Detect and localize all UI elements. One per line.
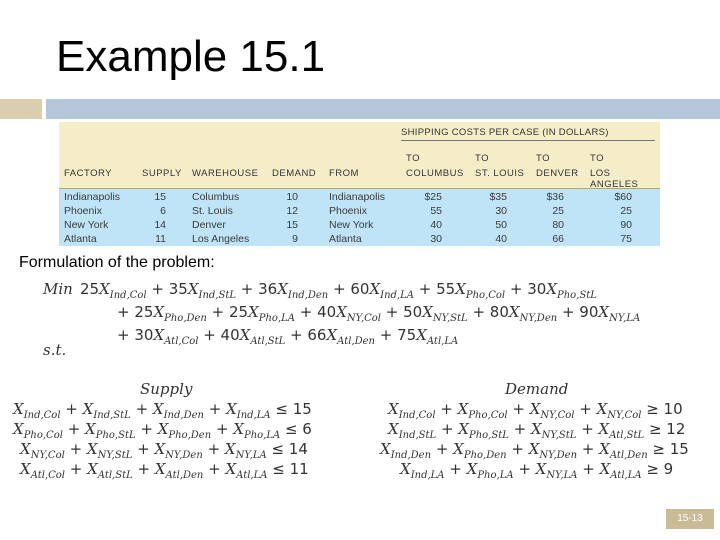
col-header-to-stlouis: ST. LOUIS: [475, 168, 525, 179]
supply-constraint-4: $X_{Atl,Col} + X_{Atl,StL} + X_{Atl,Den} + X_{Atl,LA} \le 11$: [20, 460, 309, 481]
table-cell: 11: [155, 233, 166, 245]
shipping-costs-header: SHIPPING COSTS PER CASE (IN DOLLARS): [401, 127, 609, 138]
col-header-factory: FACTORY: [64, 168, 113, 179]
table-cell: 30: [430, 233, 442, 245]
col-header-to-la: LOS ANGELES: [590, 168, 639, 190]
col-header-to-denver-top: TO: [536, 153, 551, 164]
col-header-supply: SUPPLY: [142, 168, 182, 179]
table-cell: 14: [154, 219, 166, 231]
col-header-to-columbus: COLUMBUS: [406, 168, 464, 179]
table-cell: Atlanta: [329, 233, 362, 245]
col-header-from: FROM: [329, 168, 359, 179]
table-cell: 30: [495, 205, 507, 217]
table-cell: 40: [430, 219, 442, 231]
col-header-warehouse: WAREHOUSE: [192, 168, 259, 179]
supply-constraint-3: $X_{NY,Col} + X_{NY,StL} + X_{NY,Den} + X_{NY,LA} \le 14$: [20, 440, 308, 461]
table-cell: Indianapolis: [329, 191, 386, 203]
slide-title: Example 15.1: [56, 32, 326, 81]
col-header-to-stlouis-top: TO: [475, 153, 490, 164]
table-cell: 10: [286, 191, 298, 203]
formulation-label: Formulation of the problem:: [19, 254, 215, 271]
table-cell: 12: [286, 205, 298, 217]
table-cell: Phoenix: [64, 205, 102, 217]
table-cell: $60: [614, 191, 632, 203]
table-cell: Denver: [192, 219, 226, 231]
demand-constraint-1: $X_{Ind,Col} + X_{Pho,Col} + X_{NY,Col} + X_{NY,Col} \ge 10$: [388, 400, 683, 421]
table-cell: New York: [64, 219, 109, 231]
accent-bar-right: [46, 99, 720, 119]
table-cell: Columbus: [192, 191, 240, 203]
table-cell: 6: [160, 205, 166, 217]
col-header-to-la-top: TO: [590, 153, 605, 164]
supply-constraint-2: $X_{Pho,Col} + X_{Pho,StL} + X_{Pho,Den} + X_{Pho,LA} \le 6$: [13, 420, 312, 441]
shipping-cost-table: [59, 122, 660, 246]
slide-number: 15-13: [666, 509, 714, 529]
objective-line-2: + $25X_{Pho,Den} + 25X_{Pho,LA} + 40X_{NY,Col} + 50X_{NY,StL} + 80X_{NY,Den} + 90X_{NY,LA}$: [117, 303, 641, 324]
table-cell: 55: [430, 205, 442, 217]
table-cell: Phoenix: [329, 205, 367, 217]
table-cell: 15: [154, 191, 166, 203]
demand-constraint-4: $X_{Ind,LA} + X_{Pho,LA} + X_{NY,LA} + X_{Atl,LA} \ge 9$: [400, 460, 674, 481]
demand-heading: Demand: [505, 380, 569, 398]
table-cell: 80: [552, 219, 564, 231]
supply-heading: Supply: [140, 380, 193, 398]
objective-line-3: + $30X_{Atl,Col} + 40X_{Atl,StL} + 66X_{Atl,Den} + 75X_{Atl,LA}$: [117, 326, 459, 347]
st-label: s.t.: [43, 341, 67, 359]
table-cell: 66: [552, 233, 564, 245]
table-cell: Atlanta: [64, 233, 97, 245]
table-cell: 9: [292, 233, 298, 245]
table-cell: 90: [620, 219, 632, 231]
table-cell: 25: [552, 205, 564, 217]
accent-bar-left: [0, 99, 42, 119]
objective-line-1: $25X_{Ind,Col} + 35X_{Ind,StL} + 36X_{Ind,Den} + 60X_{Ind,LA} + 55X_{Pho,Col} + 30X_{Pho,StL}$: [80, 280, 597, 301]
table-cell: 50: [495, 219, 507, 231]
table-cell: 25: [620, 205, 632, 217]
min-label: Min: [43, 280, 73, 298]
demand-constraint-2: $X_{Ind,StL} + X_{Pho,StL} + X_{NY,StL} + X_{Atl,StL} \ge 12$: [388, 420, 686, 441]
col-header-demand: DEMAND: [272, 168, 317, 179]
shipping-costs-underline: [401, 140, 655, 141]
table-cell: Los Angeles: [192, 233, 250, 245]
table-cell: $35: [489, 191, 507, 203]
table-cell: 15: [286, 219, 298, 231]
supply-constraint-1: $X_{Ind,Col} + X_{Ind,StL} + X_{Ind,Den} + X_{Ind,LA} \le 15$: [13, 400, 312, 421]
table-cell: New York: [329, 219, 374, 231]
table-cell: Indianapolis: [64, 191, 121, 203]
table-cell: 75: [620, 233, 632, 245]
table-cell: St. Louis: [192, 205, 233, 217]
table-cell: 40: [495, 233, 507, 245]
table-cell: $25: [424, 191, 442, 203]
demand-constraint-3: $X_{Ind,Den} + X_{Pho,Den} + X_{NY,Den} + X_{Atl,Den} \ge 15$: [380, 440, 689, 461]
table-cell: $36: [546, 191, 564, 203]
col-header-to-denver: DENVER: [536, 168, 579, 179]
col-header-to-columbus-top: TO: [406, 153, 421, 164]
